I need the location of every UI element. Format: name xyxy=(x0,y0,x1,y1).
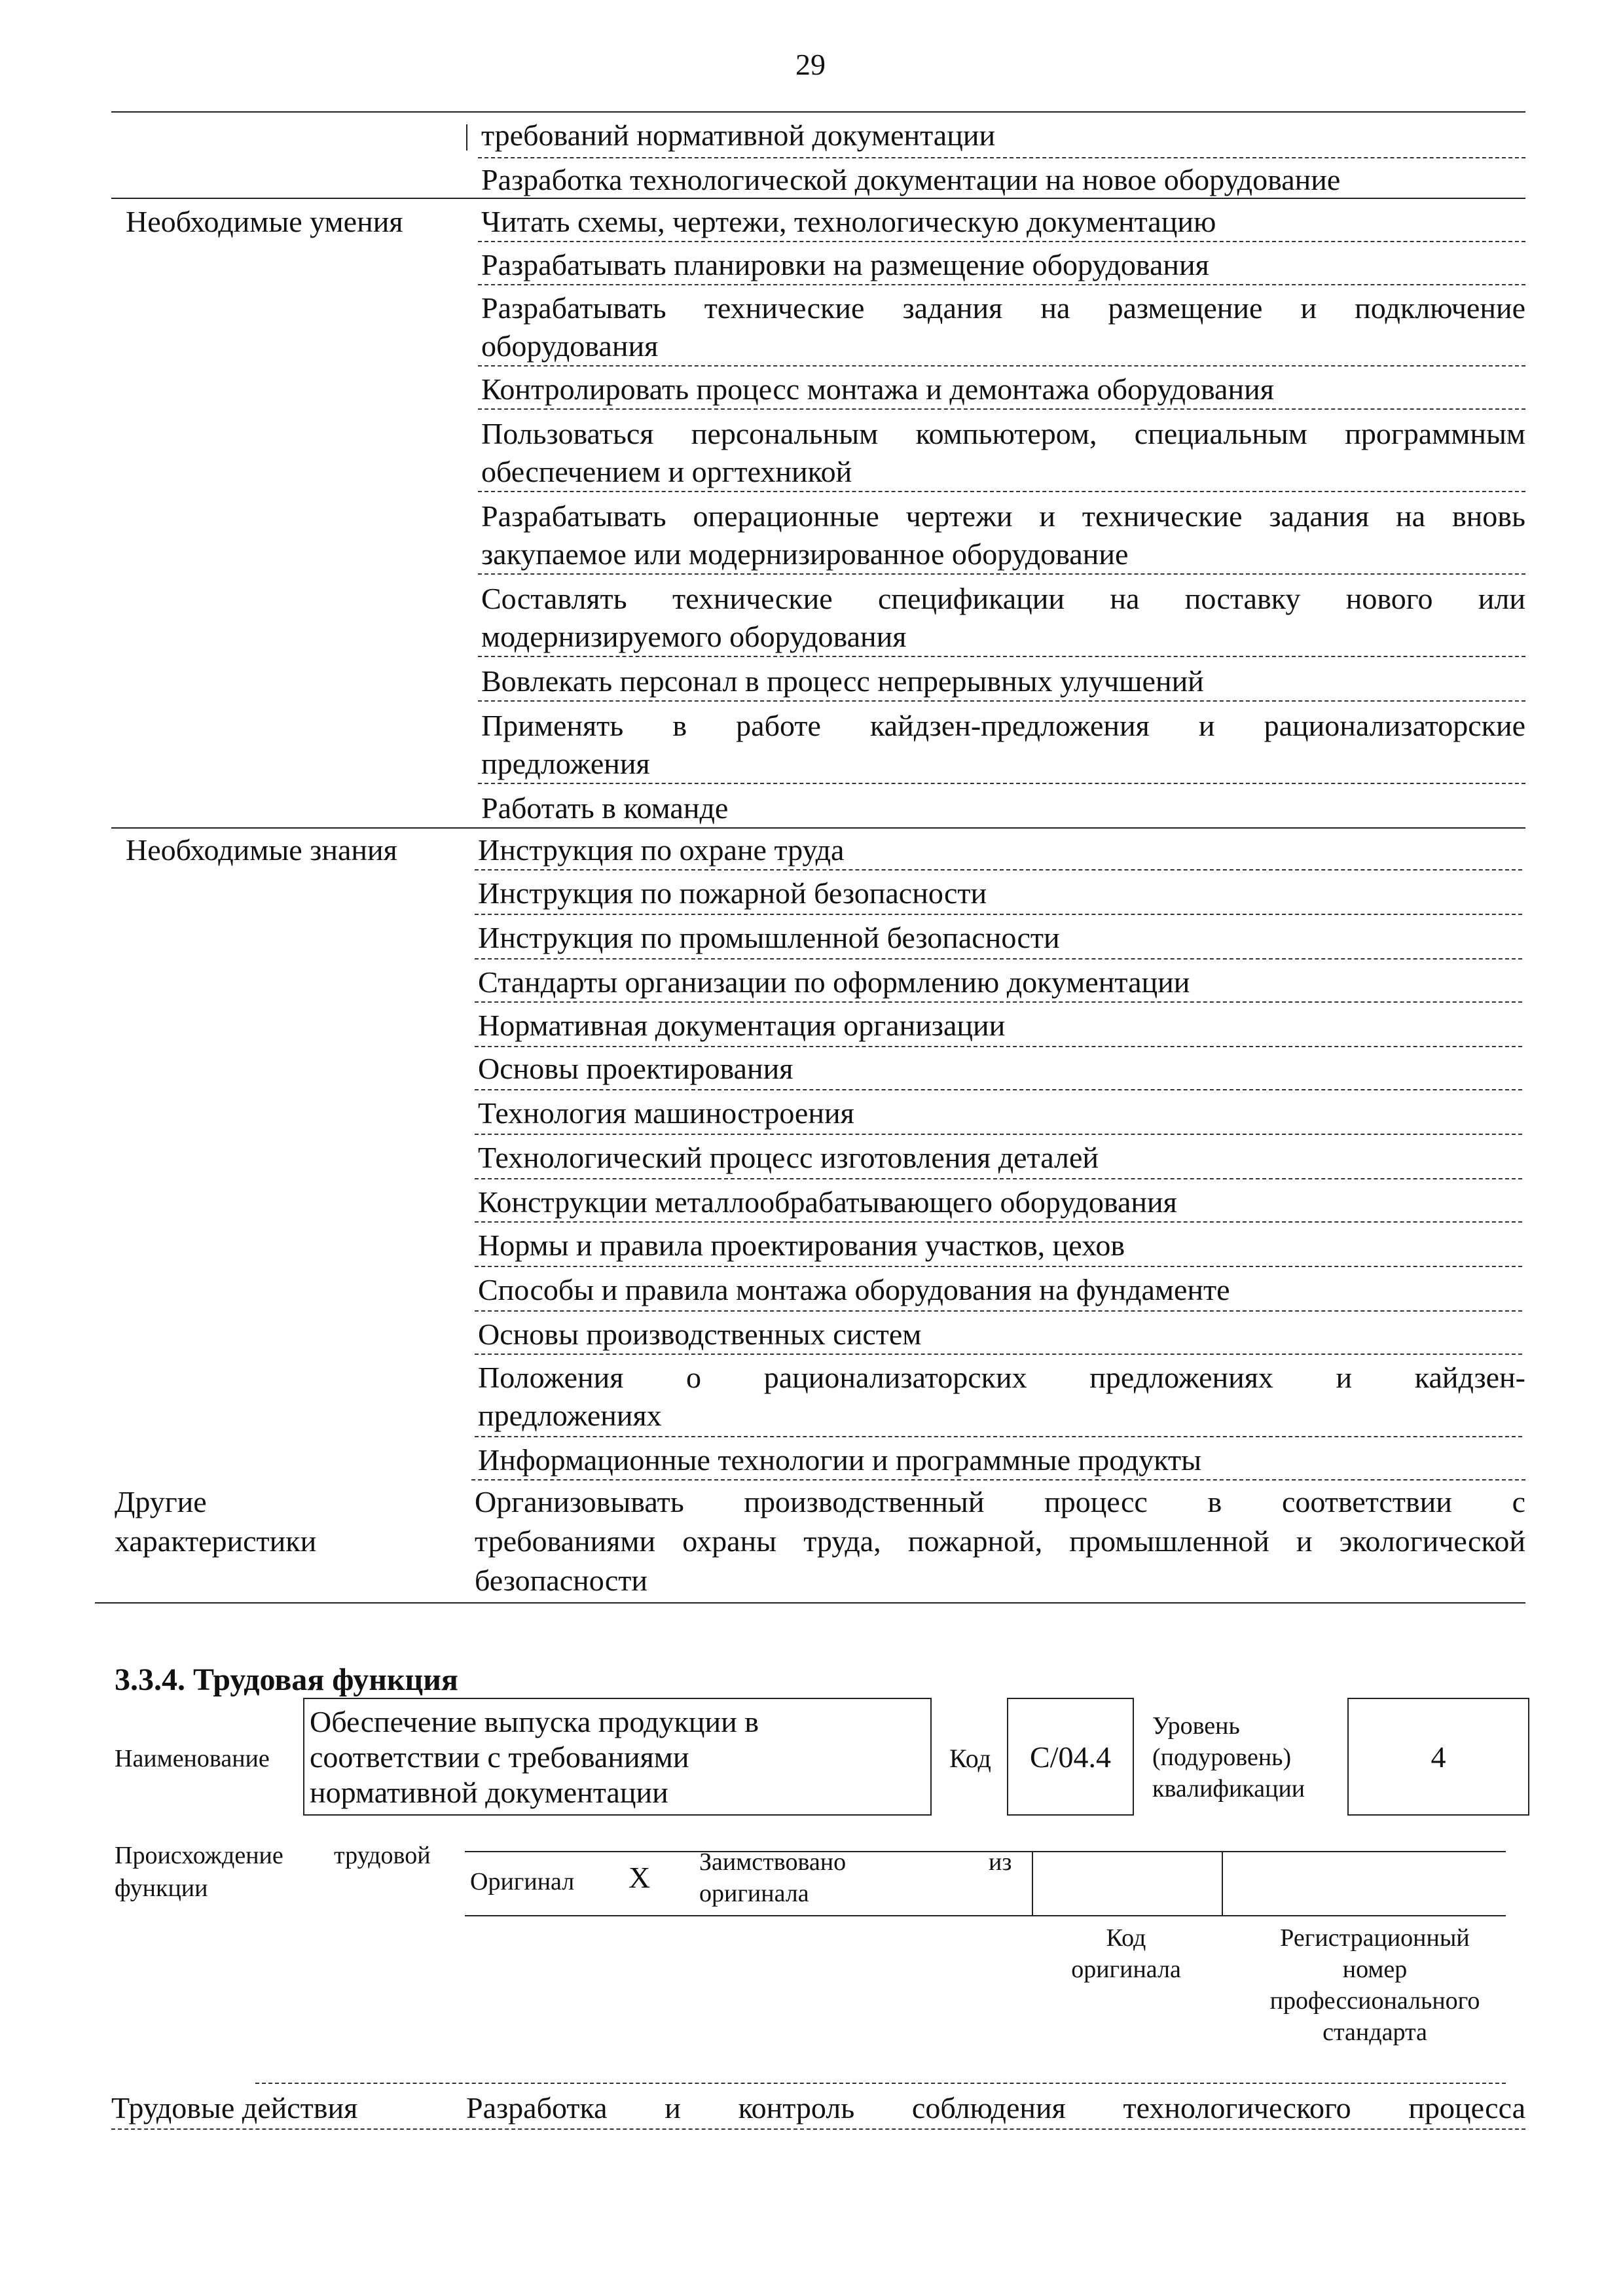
actions-first-line: Разработка и контроль соблюдения технологического процесса xyxy=(466,2091,1525,2125)
skill-item-cont: предложения xyxy=(481,747,650,780)
knowledge-item: Нормы и правила проектирования участков, цехов xyxy=(478,1229,1125,1262)
row-divider xyxy=(478,656,1525,657)
skill-item: Читать схемы, чертежи, технологическую документацию xyxy=(481,205,1216,238)
knowledge-item: Основы производственных систем xyxy=(478,1318,922,1351)
reg-caption: Регистрационный xyxy=(1280,1924,1470,1952)
actions-row-top xyxy=(255,2083,1506,2084)
knowledge-item: Положения о рационализаторских предложениях и кайдзен- xyxy=(478,1361,1525,1394)
other-line: требованиями охраны труда, пожарной, промышленной и экологической xyxy=(475,1524,1525,1558)
skill-item: Разрабатывать операционные чертежи и технические задания на вновь xyxy=(481,499,1525,533)
row-divider xyxy=(475,869,1522,870)
continued-row: Разработка технологической документации на новое оборудование xyxy=(481,163,1341,196)
level-label: квалификации xyxy=(1152,1775,1305,1803)
knowledge-item: Способы и правила монтажа оборудования на фундаменте xyxy=(478,1273,1230,1306)
row-divider xyxy=(478,573,1525,575)
knowledge-item: Технология машиностроения xyxy=(478,1096,854,1130)
skill-item-cont: оборудования xyxy=(481,329,659,363)
origin-label-cont: функции xyxy=(115,1874,208,1902)
knowledge-label: Необходимые знания xyxy=(126,833,397,867)
other-label-cont: характеристики xyxy=(115,1524,317,1558)
other-label: Другие xyxy=(115,1485,207,1518)
knowledge-item: Инструкция по охране труда xyxy=(478,833,845,867)
page-number: 29 xyxy=(795,48,826,81)
knowledge-item: Конструкции металлообрабатывающего оборудования xyxy=(478,1185,1177,1219)
borrowed-label: Заимствовано xyxy=(699,1848,847,1876)
reg-caption: номер xyxy=(1342,1956,1408,1983)
origin-row-bottom xyxy=(465,1915,1506,1916)
skill-item-cont: обеспечением и оргтехникой xyxy=(481,455,852,488)
row-divider xyxy=(478,284,1525,285)
code-value: C/04.4 xyxy=(1030,1740,1111,1774)
row-divider xyxy=(478,157,1525,158)
column-divider-mark xyxy=(466,124,467,151)
row-divider xyxy=(475,1178,1522,1179)
code-caption: оригинала xyxy=(1071,1956,1181,1983)
origin-row-top xyxy=(465,1851,1506,1852)
code-caption: Код xyxy=(1106,1924,1146,1952)
row-divider xyxy=(475,958,1522,960)
skill-item: Разрабатывать планировки на размещение оборудования xyxy=(481,248,1209,281)
row-divider xyxy=(478,241,1525,242)
origin-divider xyxy=(1222,1851,1223,1916)
name-box xyxy=(303,1698,932,1816)
level-box xyxy=(1347,1698,1529,1816)
origin-label: трудовой xyxy=(334,1842,431,1869)
skill-item-cont: модернизируемого оборудования xyxy=(481,620,907,653)
row-divider xyxy=(475,1266,1522,1267)
row-divider xyxy=(478,365,1525,367)
row-divider xyxy=(471,1479,1525,1480)
borrowed-label-cont: оригинала xyxy=(699,1880,809,1907)
row-divider xyxy=(475,1001,1522,1003)
row-divider xyxy=(478,408,1525,410)
skills-label: Необходимые умения xyxy=(126,205,403,238)
origin-label: Происхождение xyxy=(115,1842,283,1869)
code-box xyxy=(1007,1698,1134,1816)
skill-item: Контролировать процесс монтажа и демонтажа оборудования xyxy=(481,372,1274,406)
knowledge-item: Инструкция по пожарной безопасности xyxy=(478,876,987,910)
name-label: Наименование xyxy=(115,1745,270,1772)
level-label: (подуровень) xyxy=(1152,1744,1292,1771)
knowledge-item: Основы проектирования xyxy=(478,1052,793,1085)
row-divider xyxy=(475,1354,1522,1355)
row-divider xyxy=(475,1436,1522,1437)
knowledge-item: Стандарты организации по оформлению документации xyxy=(478,965,1190,999)
name-line: Обеспечение выпуска продукции в xyxy=(310,1705,759,1738)
skill-item-cont: закупаемое или модернизированное оборудование xyxy=(481,537,1129,571)
knowledge-item: Нормативная документация организации xyxy=(478,1009,1006,1042)
row-divider xyxy=(475,1221,1522,1223)
original-label: Оригинал xyxy=(470,1868,575,1895)
skill-item: Применять в работе кайдзен-предложения и рационализаторские xyxy=(481,709,1525,742)
origin-divider xyxy=(1032,1851,1033,1916)
skill-item: Работать в команде xyxy=(481,791,729,825)
table-top-border xyxy=(111,111,1525,113)
knowledge-item-cont: предложениях xyxy=(478,1399,662,1432)
table-bottom-border xyxy=(95,1602,1525,1604)
actions-label: Трудовые действия xyxy=(111,2091,358,2125)
row-divider xyxy=(475,914,1522,915)
continued-row: требований нормативной документации xyxy=(481,118,996,152)
row-divider xyxy=(475,1134,1522,1135)
knowledge-item: Технологический процесс изготовления деталей xyxy=(478,1141,1099,1174)
other-line: безопасности xyxy=(475,1564,648,1597)
reg-caption: профессионального xyxy=(1269,1987,1480,2015)
row-divider xyxy=(475,1089,1522,1090)
skill-item: Разрабатывать технические задания на размещение и подключение xyxy=(481,291,1525,325)
skill-item: Пользоваться персональным компьютером, специальным программным xyxy=(481,417,1525,450)
code-label: Код xyxy=(949,1744,991,1773)
row-divider xyxy=(478,491,1525,492)
level-value: 4 xyxy=(1431,1740,1446,1774)
section-heading: 3.3.4. Трудовая функция xyxy=(115,1662,458,1697)
row-divider xyxy=(111,198,1525,199)
name-line: нормативной документации xyxy=(310,1776,668,1809)
skill-item: Вовлекать персонал в процесс непрерывных улучшений xyxy=(481,664,1204,698)
other-line: Организовывать производственный процесс в соответствии с xyxy=(475,1485,1525,1518)
reg-caption: стандарта xyxy=(1322,2018,1427,2046)
level-label: Уровень xyxy=(1152,1712,1240,1740)
row-divider xyxy=(478,783,1525,784)
row-divider xyxy=(111,2128,1525,2130)
knowledge-item: Инструкция по промышленной безопасности xyxy=(478,921,1060,954)
name-line: соответствии с требованиями xyxy=(310,1740,689,1774)
original-mark: X xyxy=(629,1861,651,1894)
knowledge-item: Информационные технологии и программные продукты xyxy=(478,1443,1202,1477)
row-divider xyxy=(475,1046,1522,1047)
from-label: из xyxy=(989,1848,1012,1876)
row-divider xyxy=(475,1310,1522,1312)
section-divider xyxy=(111,827,1525,829)
skill-item: Составлять технические спецификации на поставку нового или xyxy=(481,582,1525,615)
row-divider xyxy=(478,700,1525,702)
